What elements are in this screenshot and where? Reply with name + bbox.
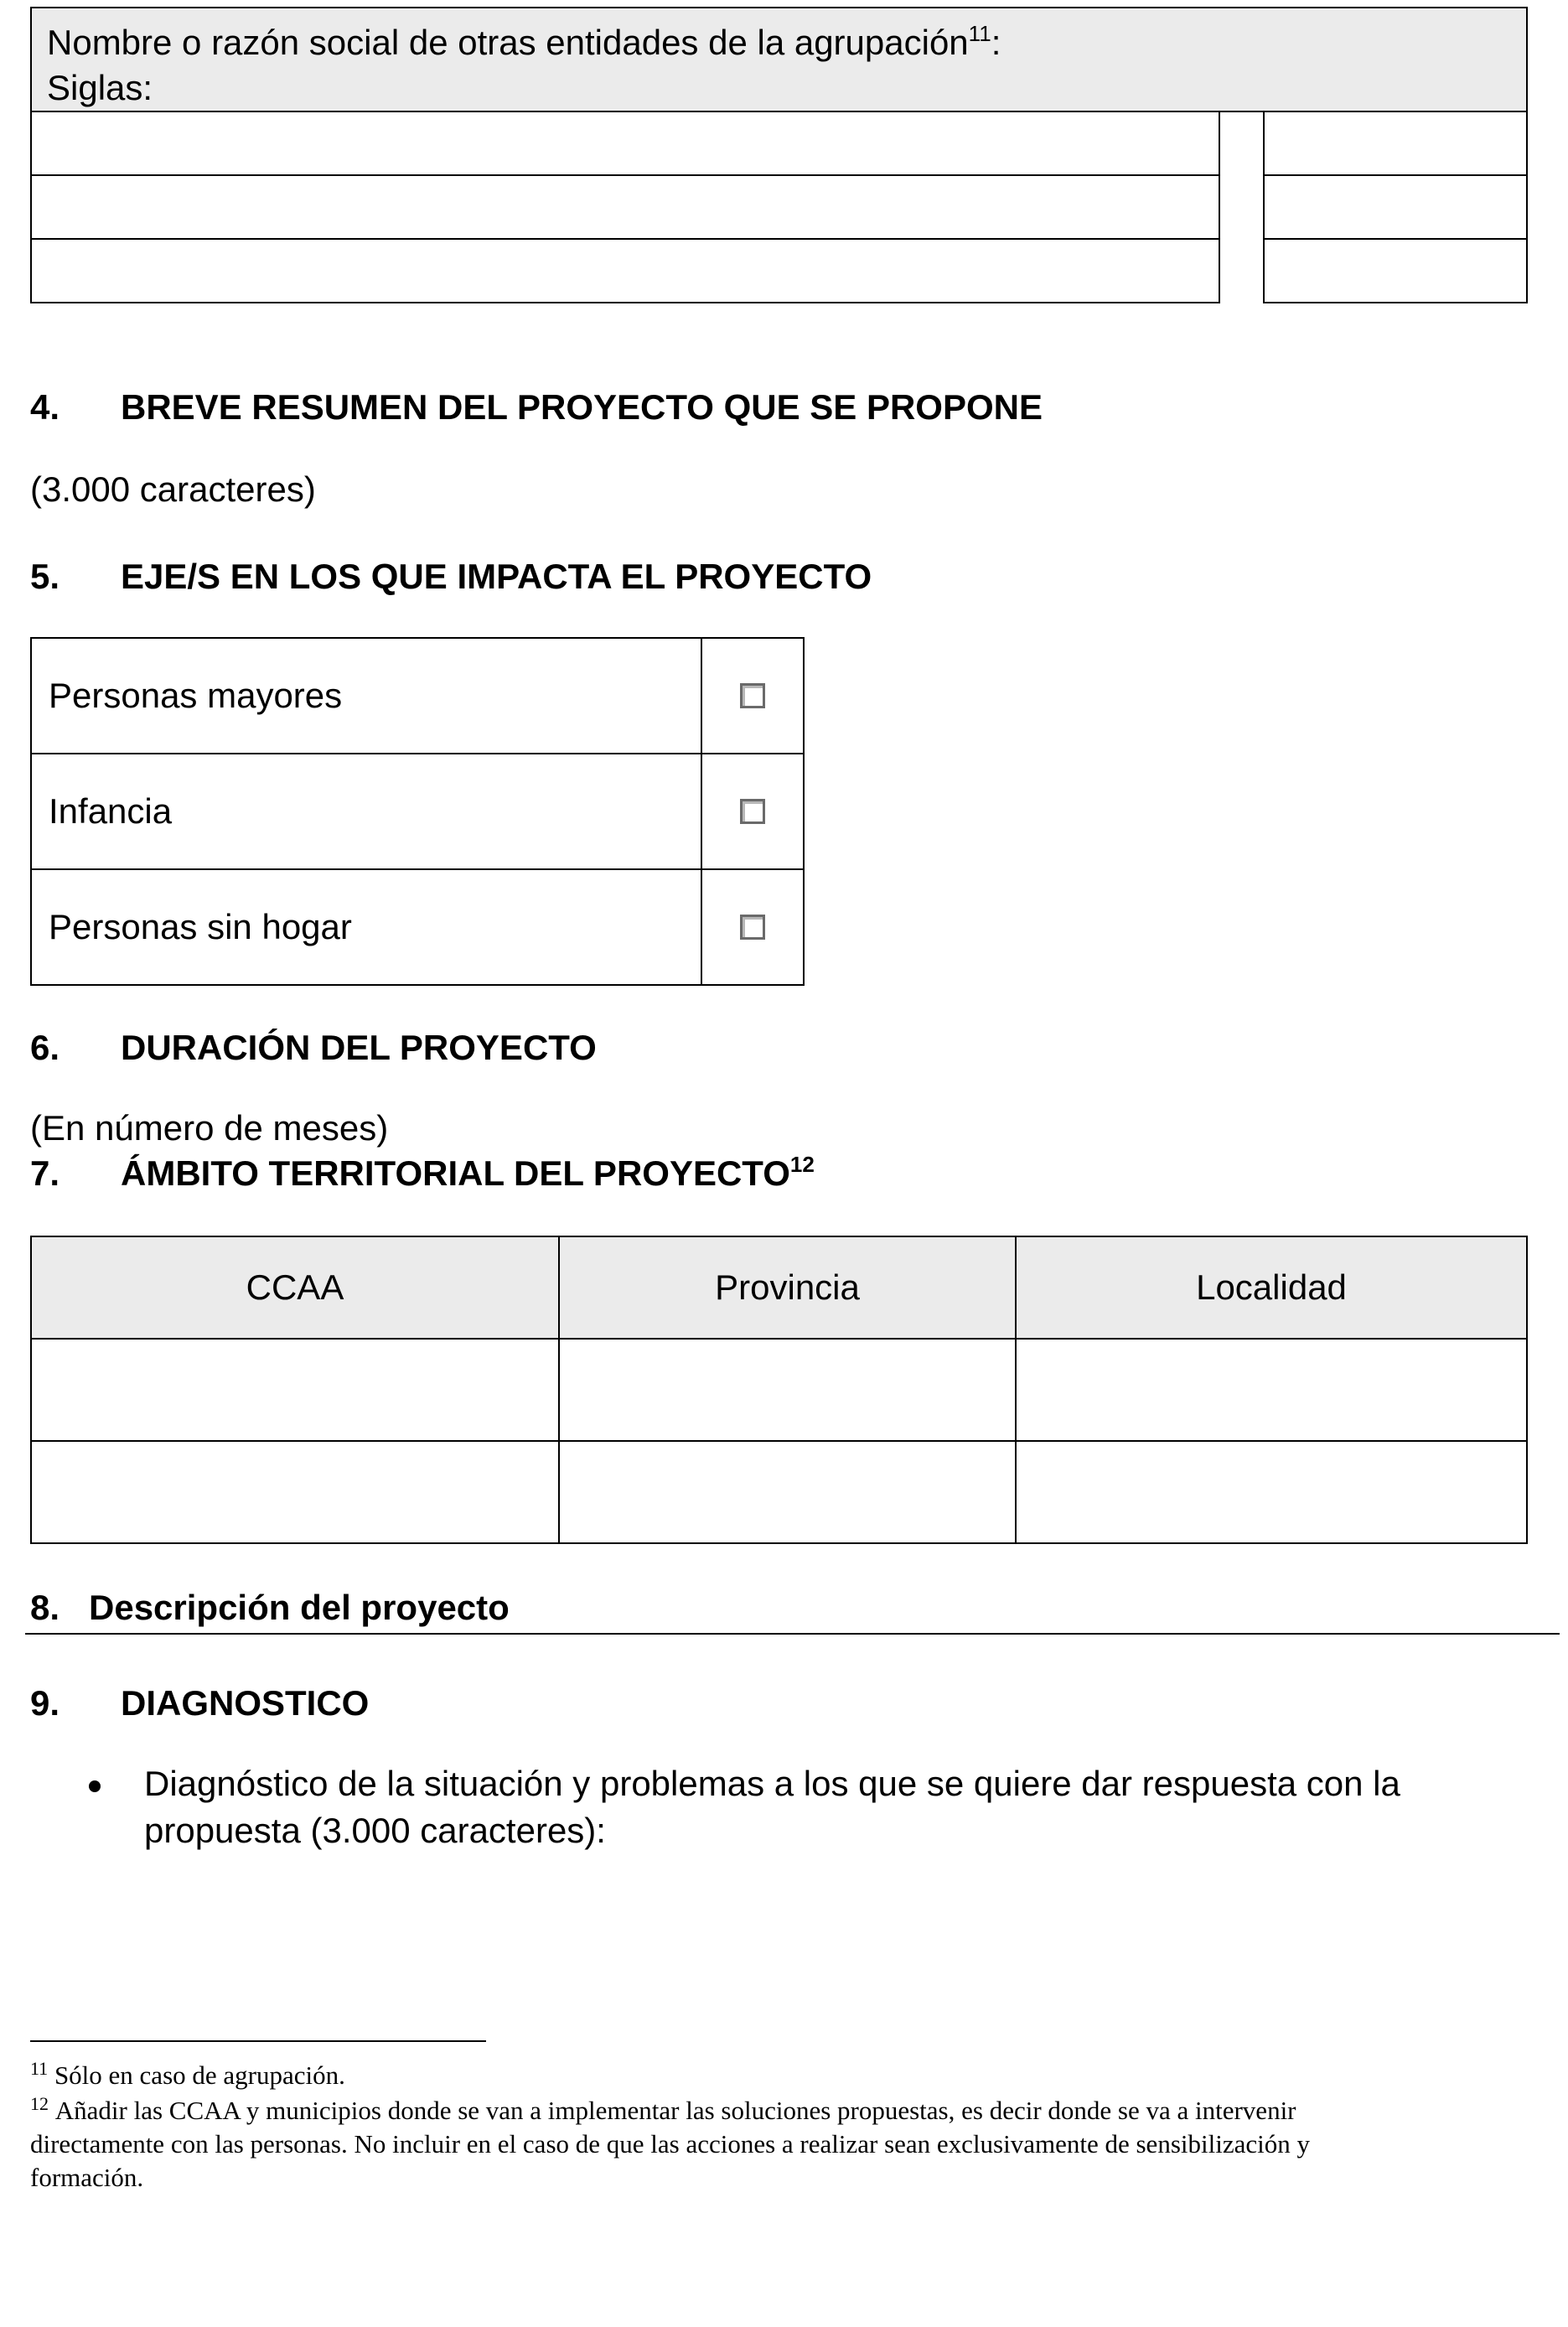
provincia-field-1[interactable] [558,1338,1017,1442]
infancia-checkbox[interactable] [740,799,765,824]
section-9-number: 9. [30,1683,60,1723]
section-9-title: DIAGNOSTICO [121,1683,370,1723]
group-entities-acronym-label: Siglas: [47,68,153,107]
section-4-note: (3.000 caracteres) [30,469,316,509]
entity-name-field-1[interactable] [30,111,1220,176]
axis-option-cell [701,753,805,870]
footnote-11: $^{11}$ Sólo en caso de agrupación. [30,2058,345,2090]
personas-sin-hogar-checkbox[interactable] [740,915,765,940]
section-7-heading [30,1153,1371,1195]
axis-option-label: Personas sin hogar [30,868,702,986]
axis-option-cell [701,868,805,986]
entity-acronym-field-3[interactable] [1263,238,1528,303]
column-header-provincia: Provincia [558,1236,1017,1340]
section-8-heading [30,1588,1371,1630]
section-7-number: 7. [30,1153,60,1193]
ccaa-field-1[interactable] [30,1338,560,1442]
section-4-number: 4. [30,387,60,427]
footnote-12: $^{12}$ Añadir las CCAA y municipios donde se van a implementar las soluciones propuestas, es decir donde se va a intervenir directamente con las personas. No incluir en el caso de que las acciones a realizar sean exclusivamente de sensibilización y formación. [30,2093,1310,2192]
footnote-mark-12: 12 [30,2093,49,2114]
localidad-field-1[interactable] [1015,1338,1528,1442]
column-header-ccaa: CCAA [30,1236,560,1340]
section-9-heading [30,1683,1371,1725]
axis-option-label: Infancia [30,753,702,870]
footnote-mark-11: 11 [30,2058,49,2079]
provincia-field-2[interactable] [558,1440,1017,1544]
section-7-title: ÁMBITO TERRITORIAL DEL PROYECTO$^{12}$ [121,1151,815,1193]
group-entities-header [30,7,1528,112]
entity-acronym-field-2[interactable] [1263,174,1528,240]
section-8-divider [25,1633,1560,1635]
diagnosis-bullet-line-1: Diagnóstico de la situación y problemas a los que se quiere dar respuesta con la [144,1764,1400,1803]
column-header-localidad: Localidad [1015,1236,1528,1340]
bullet-dot-icon [89,1780,101,1792]
diagnosis-bullet-line-2: propuesta (3.000 caracteres): [144,1811,606,1850]
section-8-number: 8. [30,1588,60,1627]
footnote-ref-11[interactable]: 11 [968,20,991,46]
section-6-heading [30,1028,1371,1070]
entity-name-field-2[interactable] [30,174,1220,240]
section-5-number: 5. [30,557,60,596]
axis-option-label: Personas mayores [30,637,702,754]
section-5-heading [30,557,1371,599]
group-entities-name-label: Nombre o razón social de otras entidades de la agrupación$^{11}$: [47,20,1001,62]
personas-mayores-checkbox[interactable] [740,683,765,708]
entity-acronym-field-1[interactable] [1263,111,1528,176]
footnote-ref-12[interactable]: 12 [789,1151,815,1177]
section-4-heading [30,387,1371,429]
ccaa-field-2[interactable] [30,1440,560,1544]
section-5-title: EJE/S EN LOS QUE IMPACTA EL PROYECTO [121,557,872,596]
section-6-number: 6. [30,1028,60,1067]
section-6-title: DURACIÓN DEL PROYECTO [121,1028,597,1067]
section-6-note: (En número de meses) [30,1108,389,1148]
entity-name-field-3[interactable] [30,238,1220,303]
section-4-title: BREVE RESUMEN DEL PROYECTO QUE SE PROPONE [121,387,1043,427]
section-8-title: Descripción del proyecto [89,1588,510,1627]
axis-option-cell [701,637,805,754]
localidad-field-2[interactable] [1015,1440,1528,1544]
footnote-separator [30,2040,486,2042]
